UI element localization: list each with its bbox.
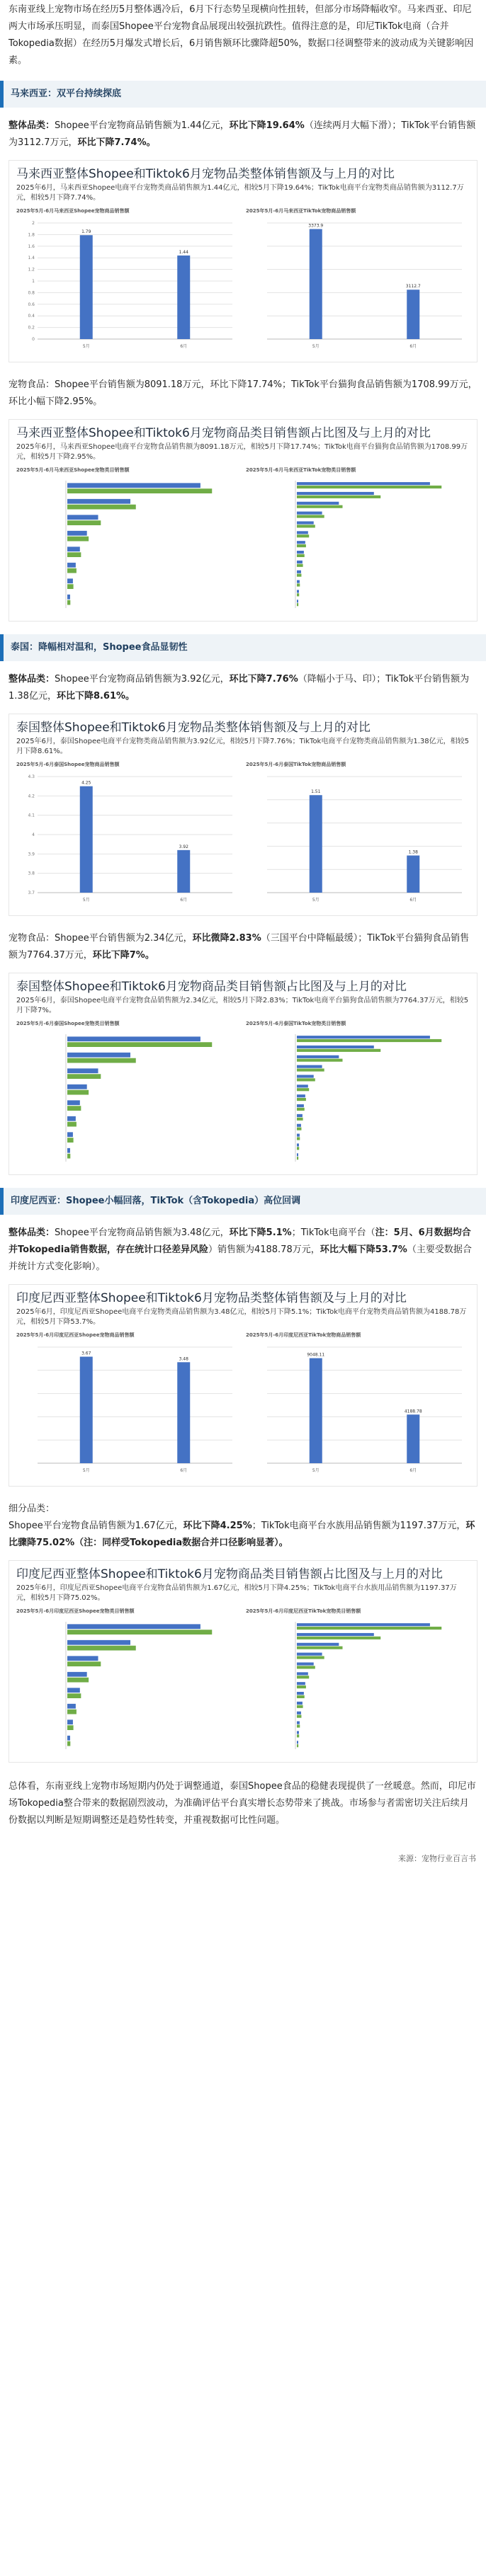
th-overall-highlight-1: 环比下降7.76%: [229, 674, 298, 685]
th-category-chart-title: 泰国整体Shopee和Tiktok6月宠物商品类目销售额占比图及与上月的对比: [16, 980, 407, 994]
hbar-june: [297, 1036, 430, 1038]
hbar-june: [297, 531, 308, 534]
my-category-tiktok-chart: [246, 474, 469, 615]
x-category-label: 6月: [409, 344, 417, 349]
summary-paragraph: 总体看，东南亚线上宠物市场短期内仍处于调整通道，泰国Shopee食品的稳健表现提供了一丝暖意。然而，印尼市场Tokopedia整合带来的数据剧烈波动，为准确评估平台真实增长态势带来了挑战。市场参与者需密切关注后续月份数据以判断是短期调整还是趋势性转变，并重视数据可比性问题。: [9, 1781, 476, 1826]
hbar-may: [297, 1705, 303, 1708]
bar-data-label: 1.44: [179, 249, 188, 255]
hbar-may: [297, 496, 380, 498]
bar-data-label: 3.67: [81, 1351, 91, 1356]
hbar-june: [297, 1094, 305, 1097]
hbar-may: [67, 1106, 81, 1111]
hbar-may: [67, 568, 77, 573]
my-overall-highlight-2: 环比下降7.74%。: [77, 137, 156, 148]
hbar-may: [297, 1656, 324, 1659]
source-footer: [0, 1845, 486, 1873]
hbar-may: [297, 1078, 315, 1081]
id-category-shopee-chart: [16, 1615, 239, 1756]
id-overall-text-2: ；TikTok电商平台（: [291, 1227, 375, 1238]
hbar-june: [297, 1643, 339, 1646]
my-total-chart-subtitle: 2025年6月，马来西亚Shopee电商平台宠物类商品销售额为1.44亿元，相较5月下降19.64%；TikTok电商平台宠物类商品销售额为3112.7万元，相较5月下降7.74%。: [16, 184, 464, 202]
id-subcategory-paragraph: [0, 1518, 486, 1552]
hbar-june: [297, 1692, 304, 1695]
th-food-text-1: 宠物食品：Shopee平台销售额为2.34亿元，: [9, 933, 193, 944]
hbar-june: [297, 1065, 322, 1068]
my-overall-text-1: Shopee平台宠物商品销售额为1.44亿元，: [55, 120, 230, 131]
bar-data-label: 1.51: [311, 789, 321, 795]
hbar-may: [297, 564, 303, 567]
hbar-may: [67, 488, 212, 493]
hbar-june: [297, 561, 303, 563]
th-food-text-2: （三国平台中降幅最缓）；TikTok平台猫狗食品销售额为7764.37万元，: [9, 933, 470, 961]
x-category-label: 5月: [312, 898, 320, 903]
th-overall-paragraph: [0, 671, 486, 705]
th-category-shopee-title: 2025年5月-6月泰国Shopee宠物类目销售额: [16, 1021, 120, 1026]
id-sub-text-2: ；TikTok电商平台水族用品销售额为1197.37万元，: [252, 1521, 466, 1531]
hbar-june: [67, 1036, 200, 1041]
x-category-label: 5月: [312, 1468, 320, 1473]
id-sub-text-1: Shopee平台宠物食品销售额为1.67亿元，: [9, 1521, 183, 1531]
hbar-june: [297, 1143, 299, 1146]
section-header-malaysia: 马来西亚：双平台持续探底: [0, 81, 486, 108]
id-overall-highlight-1: 环比下降5.1%: [229, 1227, 292, 1238]
hbar-may: [297, 1128, 301, 1130]
th-category-shopee-panel: [16, 1020, 240, 1169]
hbar-june: [67, 531, 87, 536]
bar: [80, 235, 93, 339]
hbar-june: [297, 1672, 308, 1675]
hbar-june: [67, 483, 200, 488]
hbar-june: [297, 571, 301, 573]
hbar-may: [297, 1724, 300, 1727]
th-overall-text-1: Shopee平台宠物商品销售额为3.92亿元，: [55, 674, 230, 685]
my-total-shopee-chart: [16, 214, 239, 356]
my-total-chart-card: [9, 160, 477, 362]
hbar-may: [297, 1715, 301, 1718]
th-total-tiktok-title: 2025年5月-6月泰国TikTok宠物商品销售额: [246, 762, 346, 767]
hbar-may: [297, 486, 441, 488]
hbar-june: [297, 1114, 303, 1117]
hbar-may: [67, 1630, 212, 1635]
hbar-may: [297, 603, 298, 606]
th-food-paragraph: [0, 930, 486, 964]
th-category-chart-card: [9, 973, 477, 1175]
x-category-label: 5月: [312, 344, 320, 349]
id-total-tiktok-title: 2025年5月-6月印度尼西亚TikTok宠物商品销售额: [246, 1332, 361, 1338]
bar: [80, 1357, 93, 1463]
hbar-may: [67, 584, 74, 589]
my-overall-paragraph: [0, 118, 486, 151]
hbar-may: [297, 574, 301, 577]
my-category-chart-subtitle: 2025年6月，马来西亚Shopee电商平台宠物食品销售额为8091.18万元，相较5月下降17.74%；TikTok电商平台猫狗食品销售额为1708.99万元，相较5月下降2.95%。: [16, 443, 468, 461]
hbar-june: [67, 1688, 80, 1693]
my-total-tiktok-title: 2025年5月-6月马来西亚TikTok宠物商品销售额: [246, 208, 356, 214]
section-header-thailand: 泰国：降幅相对温和，Shopee食品显韧性: [0, 634, 486, 661]
hbar-may: [67, 1710, 77, 1715]
th-total-chart-title: 泰国整体Shopee和Tiktok6月宠物品类整体销售额及与上月的对比: [16, 721, 371, 735]
hbar-may: [297, 505, 343, 508]
hbar-may: [297, 1666, 315, 1668]
my-total-tiktok-chart: [246, 214, 469, 356]
id-category-tiktok-panel: [246, 1608, 470, 1756]
hbar-may: [297, 525, 315, 527]
hbar-may: [297, 1695, 305, 1698]
x-category-label: 6月: [180, 344, 188, 349]
my-overall-text-2: （连续两月大幅下滑）；TikTok平台销售额为3112.7万元，: [9, 120, 476, 148]
id-total-chart-title: 印度尼西亚整体Shopee和Tiktok6月宠物品类整体销售额及与上月的对比: [16, 1291, 407, 1305]
hbar-june: [67, 1148, 70, 1153]
hbar-june: [297, 1084, 308, 1087]
hbar-june: [297, 1046, 374, 1048]
my-category-tiktok-title: 2025年5月-6月马来西亚TikTok宠物类目销售额: [246, 467, 356, 473]
hbar-may: [297, 1685, 306, 1688]
y-tick-label: 1.8: [28, 232, 35, 238]
hbar-may: [297, 1098, 306, 1101]
hbar-june: [297, 1104, 304, 1107]
my-total-shopee-title: 2025年5月-6月马来西亚Shopee宠物商品销售额: [16, 208, 130, 214]
hbar-may: [67, 1678, 89, 1683]
my-total-tiktok-panel: [246, 207, 470, 356]
hbar-june: [297, 551, 304, 554]
my-category-shopee-chart: [16, 474, 239, 615]
hbar-june: [297, 502, 339, 505]
id-total-chart-card: [9, 1284, 477, 1487]
my-overall-highlight-1: 环比下降19.64%: [229, 120, 305, 131]
th-category-tiktok-title: 2025年5月-6月泰国TikTok宠物类目销售额: [246, 1021, 346, 1026]
section-header-indonesia: 印度尼西亚：Shopee小幅回落，TikTok（含Tokopedia）高位回调: [0, 1188, 486, 1215]
id-overall-text-4: （主要受数据合并统计方式变化影响）。: [9, 1244, 472, 1272]
hbar-june: [67, 1116, 76, 1121]
hbar-june: [297, 1055, 339, 1058]
hbar-may: [67, 1725, 74, 1730]
id-total-shopee-title: 2025年5月-6月印度尼西亚Shopee宠物商品销售额: [16, 1332, 135, 1338]
hbar-may: [297, 1734, 299, 1737]
bar: [177, 850, 190, 893]
hbar-june: [297, 492, 374, 495]
hbar-june: [67, 1719, 73, 1724]
hbar-may: [67, 552, 81, 557]
hbar-may: [297, 1068, 324, 1071]
hbar-june: [297, 1682, 305, 1685]
bar: [177, 256, 190, 339]
hbar-june: [67, 1068, 98, 1073]
y-tick-label: 0.8: [28, 290, 35, 296]
id-category-chart-subtitle: 2025年6月，印度尼西亚Shopee电商平台宠物食品销售额为1.67亿元，相较5月下降4.25%；TikTok电商平台水族用品销售额为1197.37万元，相较5月下降75.02%。: [16, 1584, 457, 1602]
my-total-chart-title: 马来西亚整体Shopee和Tiktok6月宠物品类整体销售额及与上月的对比: [16, 167, 395, 181]
hbar-may: [297, 544, 306, 547]
id-category-chart-card: [9, 1560, 477, 1763]
hbar-may: [297, 1137, 300, 1140]
id-category-shopee-panel: [16, 1608, 240, 1756]
id-total-shopee-panel: [16, 1332, 240, 1480]
y-tick-label: 2: [32, 221, 35, 226]
hbar-may: [67, 1138, 74, 1143]
id-category-tiktok-chart: [246, 1615, 469, 1756]
th-overall-highlight-2: 环比下降8.61%。: [56, 691, 135, 702]
x-category-label: 5月: [82, 898, 90, 903]
bar: [177, 1362, 190, 1463]
y-tick-label: 0.2: [28, 325, 35, 331]
hbar-may: [67, 1074, 101, 1079]
hbar-may: [297, 1676, 309, 1678]
hbar-june: [297, 1731, 299, 1734]
my-food-paragraph: 宠物食品：Shopee平台销售额为8091.18万元，环比下降17.74%；TikTok平台猫狗食品销售额为1708.99万元，环比小幅下降2.95%。: [9, 379, 477, 407]
hbar-may: [297, 1118, 303, 1121]
hbar-june: [297, 482, 430, 485]
id-category-shopee-title: 2025年5月-6月印度尼西亚Shopee宠物类目销售额: [16, 1608, 135, 1614]
hbar-june: [297, 1075, 314, 1077]
bar: [310, 229, 322, 339]
hbar-may: [67, 537, 89, 542]
hbar-june: [67, 1132, 73, 1137]
bar-data-label: 1.79: [81, 229, 91, 235]
y-tick-label: 4.2: [28, 794, 35, 799]
y-tick-label: 0: [32, 337, 35, 342]
th-total-tiktok-panel: [246, 761, 470, 910]
hbar-may: [67, 1058, 136, 1063]
bar-data-label: 3373.9: [308, 223, 324, 229]
y-tick-label: 3.9: [28, 852, 35, 857]
hbar-june: [297, 1741, 298, 1744]
th-category-tiktok-panel: [246, 1020, 470, 1169]
hbar-june: [67, 1736, 70, 1741]
th-total-shopee-chart: [16, 768, 239, 910]
y-tick-label: 1.2: [28, 267, 35, 273]
bar-data-label: 3.92: [179, 844, 188, 849]
hbar-june: [297, 1702, 303, 1705]
y-tick-label: 0.4: [28, 314, 35, 319]
bar-data-label: 3.48: [179, 1356, 188, 1362]
hbar-may: [67, 1661, 101, 1666]
my-category-chart-title: 马来西亚整体Shopee和Tiktok6月宠物商品类目销售额占比图及与上月的对比: [16, 426, 431, 440]
x-category-label: 6月: [180, 1468, 188, 1473]
hbar-june: [67, 515, 98, 520]
th-total-tiktok-chart: [246, 768, 469, 910]
hbar-june: [67, 546, 80, 551]
y-tick-label: 1.4: [28, 256, 35, 261]
hbar-may: [67, 1646, 136, 1651]
y-tick-label: 4: [32, 832, 35, 837]
hbar-june: [67, 578, 73, 583]
id-subcategory-label: 细分品类：: [9, 1504, 55, 1514]
y-tick-label: 4.1: [28, 813, 35, 818]
x-category-label: 5月: [82, 344, 90, 349]
source-text: 来源：宠物行业百言书: [398, 1854, 476, 1863]
id-category-chart-title: 印度尼西亚整体Shopee和Tiktok6月宠物商品类目销售额占比图及与上月的对比: [16, 1567, 443, 1581]
intro-paragraph: 东南亚线上宠物市场在经历5月整体遇冷后，6月下行态势呈现横向性扭转，但部分市场降幅收窄。马来西亚、印尼两大市场承压明显，而泰国Shopee平台宠物食品展现出较强抗跌性。值得注意的是，印尼TikTok电商（合并Tokopedia数据）在经历5月爆发式增长后，6月销售额环比骤降超50%，数据口径调整带来的波动成为关键影响因素。: [9, 4, 474, 66]
my-category-shopee-title: 2025年5月-6月马来西亚Shopee宠物类目销售额: [16, 467, 130, 473]
hbar-june: [297, 600, 298, 602]
hbar-june: [297, 1712, 301, 1715]
id-total-shopee-chart: [16, 1339, 239, 1480]
id-overall-note: 注：5月、6月数据均合并Tokopedia销售数据，存在统计口径差异风险: [9, 1227, 471, 1255]
hbar-may: [297, 1637, 380, 1639]
hbar-may: [297, 1647, 343, 1649]
id-overall-paragraph: [0, 1225, 486, 1276]
hbar-may: [297, 534, 309, 537]
hbar-june: [67, 595, 70, 600]
hbar-may: [67, 520, 101, 525]
my-category-tiktok-panel: [246, 466, 470, 615]
y-tick-label: 0.6: [28, 302, 35, 307]
hbar-may: [67, 1154, 70, 1159]
hbar-june: [67, 1672, 87, 1677]
th-overall-text-2: （降幅小于马、印）；TikTok平台销售额为1.38亿元，: [9, 674, 470, 702]
my-category-chart-card: [9, 419, 477, 622]
hbar-may: [297, 1049, 380, 1052]
hbar-june: [297, 512, 322, 515]
y-tick-label: 4.3: [28, 774, 35, 779]
hbar-june: [67, 1100, 80, 1105]
y-tick-label: 3.8: [28, 871, 35, 876]
hbar-may: [67, 600, 70, 605]
th-category-tiktok-chart: [246, 1027, 469, 1169]
hbar-may: [297, 1059, 343, 1062]
bar: [310, 1358, 322, 1463]
hbar-may: [67, 1741, 70, 1746]
x-category-label: 6月: [409, 1468, 417, 1473]
hbar-may: [297, 1108, 305, 1111]
th-total-shopee-title: 2025年5月-6月泰国Shopee宠物商品销售额: [16, 762, 120, 767]
hbar-june: [297, 1653, 322, 1656]
id-category-tiktok-title: 2025年5月-6月印度尼西亚TikTok宠物类目销售额: [246, 1608, 361, 1614]
hbar-june: [67, 1704, 76, 1709]
bar: [310, 795, 322, 893]
hbar-may: [297, 554, 305, 557]
id-overall-text-3: ）销售额为4188.78万元，: [208, 1244, 320, 1255]
bar: [407, 1414, 419, 1463]
hbar-may: [297, 583, 300, 586]
y-tick-label: 1.6: [28, 244, 35, 249]
th-category-chart-subtitle: 2025年6月，泰国Shopee电商平台宠物食品销售额为2.34亿元，相较5月下降2.83%；TikTok电商平台猫狗食品销售额为7764.37万元，相较5月下降7%。: [16, 997, 469, 1014]
th-total-chart-subtitle: 2025年6月，泰国Shopee电商平台宠物类商品销售额为3.92亿元，相较5月下降7.76%；TikTok电商平台宠物类商品销售额为1.38亿元，相较5月下降8.61%。: [16, 738, 469, 755]
y-tick-label: 3.7: [28, 891, 35, 895]
th-food-highlight-1: 环比微降2.83%: [192, 933, 261, 944]
my-overall-label: 整体品类：: [9, 120, 55, 131]
hbar-june: [297, 590, 299, 593]
hbar-may: [67, 1693, 81, 1698]
bar-data-label: 4188.78: [404, 1409, 422, 1414]
hbar-june: [297, 1722, 300, 1724]
hbar-may: [297, 593, 299, 596]
hbar-june: [67, 1084, 87, 1089]
id-sub-highlight-1: 环比下降4.25%: [183, 1521, 252, 1531]
hbar-june: [297, 1633, 374, 1636]
id-overall-highlight-2: 环比大幅下降53.7%: [320, 1244, 407, 1255]
bar: [407, 856, 419, 893]
th-category-shopee-chart: [16, 1027, 239, 1169]
hbar-may: [297, 1147, 299, 1150]
hbar-june: [297, 521, 314, 524]
hbar-june: [297, 1124, 301, 1127]
bar-data-label: 9048.11: [307, 1352, 325, 1358]
hbar-may: [67, 505, 136, 510]
hbar-may: [297, 515, 324, 517]
hbar-may: [297, 1744, 298, 1747]
hbar-june: [297, 1662, 314, 1665]
my-category-shopee-panel: [16, 466, 240, 615]
y-tick-label: 1: [32, 279, 35, 284]
hbar-may: [67, 1090, 89, 1095]
hbar-june: [297, 1623, 430, 1626]
hbar-may: [67, 1042, 212, 1047]
my-total-shopee-panel: [16, 207, 240, 356]
id-overall-label: 整体品类：: [9, 1227, 55, 1238]
id-total-chart-subtitle: 2025年6月，印度尼西亚Shopee电商平台宠物类商品销售额为3.48亿元，相较5月下降5.1%；TikTok电商平台宠物类商品销售额为4188.78万元，相较5月下降53.7%。: [16, 1308, 467, 1326]
th-overall-label: 整体品类：: [9, 674, 55, 685]
bar-data-label: 3112.7: [405, 284, 421, 290]
hbar-may: [297, 1039, 441, 1042]
hbar-may: [297, 1157, 298, 1160]
bar-data-label: 4.25: [81, 780, 91, 786]
id-sub-highlight-2: 环比骤降75.02%（注：同样受Tokopedia数据合并口径影响显著）。: [9, 1521, 475, 1548]
hbar-june: [67, 563, 76, 568]
id-total-tiktok-panel: [246, 1332, 470, 1480]
hbar-june: [297, 1153, 298, 1156]
hbar-june: [67, 1053, 130, 1058]
x-category-label: 5月: [82, 1468, 90, 1473]
hbar-june: [297, 541, 305, 544]
hbar-may: [67, 1122, 77, 1127]
th-total-chart-card: [9, 714, 477, 916]
hbar-may: [297, 1088, 309, 1091]
hbar-june: [67, 1656, 98, 1661]
hbar-may: [297, 1627, 441, 1630]
x-category-label: 6月: [180, 898, 188, 903]
id-total-tiktok-chart: [246, 1339, 469, 1480]
hbar-june: [297, 580, 300, 583]
bar: [407, 290, 419, 339]
hbar-june: [67, 499, 130, 504]
id-overall-text-1: Shopee平台宠物商品销售额为3.48亿元，: [55, 1227, 230, 1238]
x-category-label: 6月: [409, 898, 417, 903]
hbar-june: [297, 1134, 300, 1137]
hbar-june: [67, 1640, 130, 1645]
bar: [80, 786, 93, 893]
hbar-june: [67, 1624, 200, 1629]
th-total-shopee-panel: [16, 761, 240, 910]
bar-data-label: 1.38: [408, 849, 418, 855]
th-food-highlight-2: 环比下降7%。: [92, 950, 154, 961]
